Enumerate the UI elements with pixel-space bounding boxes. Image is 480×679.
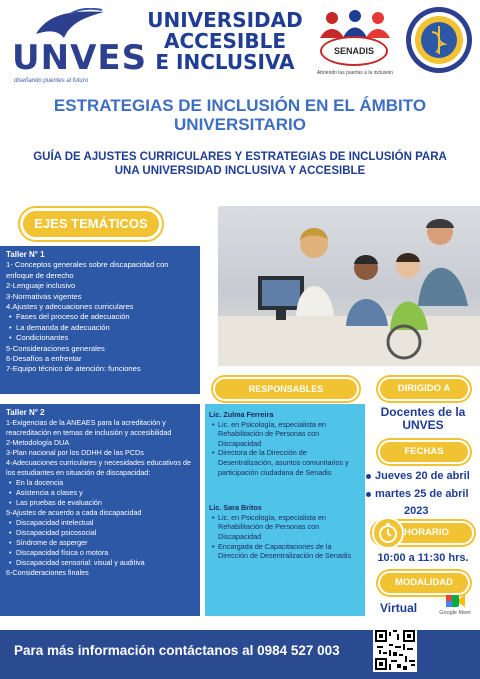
responsables-panel [205, 404, 365, 616]
modalidad-label: MODALIDAD [378, 571, 470, 595]
qr-code-icon [375, 630, 415, 670]
students-photo [218, 206, 480, 366]
taller-item: 6-Desafíos a enfrentar [6, 354, 82, 364]
title-line: UNIVERSIDAD [147, 8, 303, 32]
responsable-name: Lic. Sara Britos [209, 503, 262, 513]
taller-item: • La demanda de adecuación [6, 323, 194, 333]
students-illustration [218, 206, 480, 366]
taller-item: • Síndrome de asperger [6, 538, 194, 548]
taller-item: • Discapacidad física o motora [6, 548, 194, 558]
taller-1-title: Taller N° 1 [6, 250, 45, 259]
footer-contact-text: Para más información contáctanos al 0984 527 003 [14, 643, 340, 658]
taller-item: • Condicionantes [6, 333, 194, 343]
clock-icon [372, 517, 404, 549]
bird-icon [30, 8, 110, 42]
faculty-seal-logo [404, 4, 474, 76]
taller-item: 4.Ajustes y adecuaciones curriculares [6, 302, 134, 312]
fecha-text: Jueves 20 de abril [375, 470, 470, 482]
clock-glyph [374, 519, 402, 547]
fecha-item [366, 470, 470, 482]
taller-2-title: Taller N° 2 [6, 408, 45, 417]
taller-item: • Fases del proceso de adecuación [6, 312, 194, 322]
fechas-label: FECHAS [378, 440, 470, 464]
taller-2-list [6, 418, 194, 578]
unves-wordmark: UNVES [12, 38, 148, 78]
responsables-label: RESPONSABLES [213, 377, 359, 401]
taller-2-panel [0, 404, 200, 616]
dirigido-label: DIRIGIDO A [378, 377, 470, 401]
taller-item: 1-Exigencias de la ANEAES para la acreditación y reacreditación en temas de inclusión y accesibilidad [6, 418, 172, 437]
taller-item: 7-Equipo técnico de atención: funciones [6, 364, 141, 374]
taller-item: 5-Consideraciones generales [6, 343, 105, 353]
taller-1-panel [0, 246, 200, 394]
dirigido-value: Docentes de la UNVES [380, 405, 466, 432]
google-meet-label: Google Meet [439, 610, 471, 616]
bullet-dot [366, 474, 371, 479]
taller-item: • Asistencia a clases y [6, 488, 194, 498]
unves-tagline: diseñando puentes al futuro [14, 78, 89, 84]
taller-item: • Discapacidad psicosocial [6, 528, 194, 538]
main-title [140, 10, 310, 73]
taller-item: • Las pruebas de evaluación [6, 498, 194, 508]
taller-item: 3-Plan nacional por los DDHH de las PCDs [6, 448, 144, 457]
bullet-dot [366, 492, 371, 497]
page-subheading: GUÍA DE AJUSTES CURRICULARES Y ESTRATEGIAS DE INCLUSIÓN PARA UNA UNIVERSIDAD INCLUSIVA Y ACCESIBLE [33, 151, 447, 177]
modalidad-value: Virtual [380, 601, 418, 615]
google-meet-icon [446, 594, 466, 608]
taller-1-list [6, 260, 194, 374]
taller-item: 2-Metodología DUA [6, 438, 70, 447]
taller-item: 5-Ajustes de acuerdo a cada discapacidad [6, 508, 142, 517]
fecha-year: 2023 [404, 505, 429, 517]
senadis-logo [312, 8, 398, 82]
taller-item: • En la docencia [6, 478, 194, 488]
responsable-role: • Lic. en Psicología, especialista en Rehabilitación de Personas con Discapacidad [209, 420, 361, 449]
seal-icon [404, 4, 474, 76]
senadis-name: SENADIS [333, 46, 374, 56]
google-meet-logo [436, 594, 474, 620]
ejes-tematicos-label: EJES TEMÁTICOS [20, 208, 162, 240]
title-line: ACCESIBLE [164, 29, 286, 53]
responsable [209, 503, 361, 561]
taller-item: 3-Normativas vigentes [6, 291, 82, 301]
taller-item: 6-Consideraciones finales [6, 568, 89, 577]
horario-value: 10:00 a 11:30 hrs. [377, 552, 469, 564]
responsable-role: • Directora de la Dirección de Desentralización, asuntos comunitarios y participación ciudadana de Senadis [209, 448, 361, 477]
qr-code[interactable] [373, 628, 417, 672]
responsable-name: Lic. Zulma Ferreira [209, 410, 274, 419]
taller-item: • Discapacidad intelectual [6, 518, 194, 528]
responsable-role: • Encargada de Capacitaciones de la Dirección de Desentralización de Senadis [209, 542, 361, 561]
responsable-role: • Lic. en Psicología, especialista en Rehabilitación de Personas con Discapacidad [209, 513, 361, 542]
page-heading: ESTRATEGIAS DE INCLUSIÓN EN EL ÁMBITO UNIVERSITARIO [53, 96, 427, 134]
title-line: E INCLUSIVA [155, 50, 295, 74]
taller-item: 1- Conceptos generales sobre discapacidad con enfoque de derecho [6, 260, 169, 280]
taller-item: 2-Lenguaje inclusivo [6, 281, 76, 291]
fecha-text: martes 25 de abril [375, 488, 469, 500]
horario-label: HORARIO [372, 521, 474, 545]
taller-item: • Discapacidad sensorial: visual y auditiva [6, 558, 194, 568]
responsable [209, 410, 361, 477]
taller-item: 4-Adecuaciones curriculares y necesidades educativos de los estudiantes en situación de discapacidad: [6, 458, 191, 477]
senadis-slogan: Abriendo las puertas a la inclusión [316, 70, 394, 76]
fecha-item [366, 488, 469, 500]
unves-logo [8, 8, 148, 86]
